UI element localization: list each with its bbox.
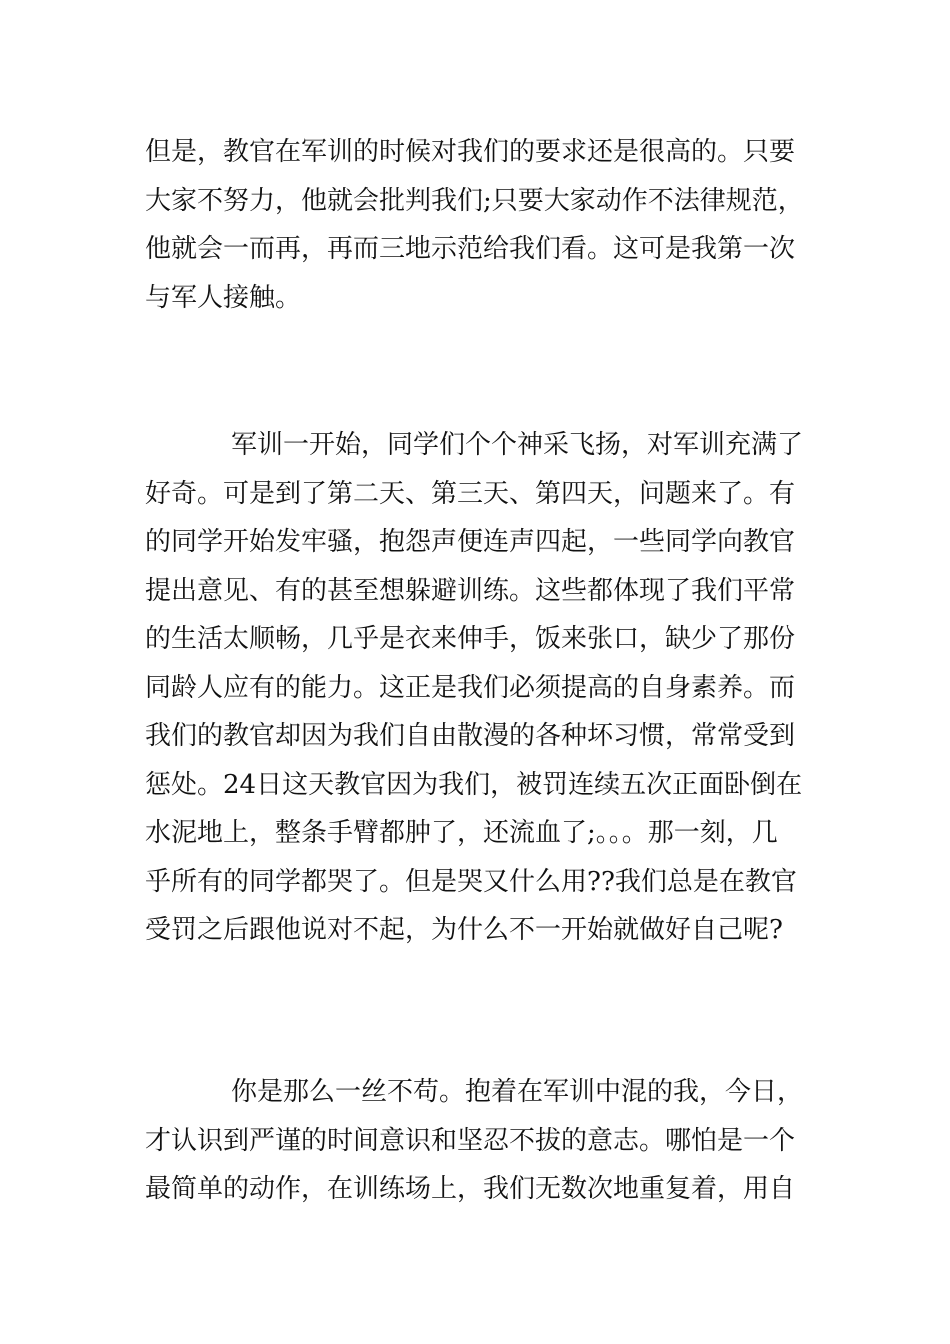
text-line: 提出意见、有的甚至想躲避训练。这些都体现了我们平常 — [145, 575, 796, 606]
text-line: 但是，教官在军训的时候对我们的要求还是很高的。只要 — [145, 137, 796, 167]
text-line: 你是那么一丝不苟。抱着在军训中混的我，今日， — [231, 1077, 804, 1107]
text-line: 惩处。24日这天教官因为我们，被罚连续五次正面卧倒在 — [145, 769, 803, 800]
text-line: 受罚之后跟他说对不起，为什么不一开始就做好自己呢? — [145, 915, 783, 945]
text-line: 大家不努力，他就会批判我们;只要大家动作不法律规范， — [145, 185, 804, 216]
paragraph-3 — [145, 1068, 815, 1214]
text-line: 我们的教官却因为我们自由散漫的各种坏习惯，常常受到 — [145, 721, 796, 751]
paragraph-1 — [145, 128, 815, 322]
text-line: 军训一开始，同学们个个神采飞扬，对军训充满了 — [231, 430, 804, 460]
text-line: 他就会一而再，再而三地示范给我们看。这可是我第一次 — [145, 234, 796, 264]
text-line: 与军人接触。 — [145, 282, 302, 313]
text-line: 才认识到严谨的时间意识和坚忍不拔的意志。哪怕是一个 — [145, 1125, 796, 1156]
text-line: 乎所有的同学都哭了。但是哭又什么用??我们总是在教官 — [145, 866, 797, 897]
text-line: 的同学开始发牢骚，抱怨声便连声四起，一些同学向教官 — [145, 527, 796, 557]
text-line: 水泥地上，整条手臂都肿了，还流血了;。。。那一刻，几 — [145, 818, 778, 848]
text-line: 的生活太顺畅，几乎是衣来伸手，饭来张口，缺少了那份 — [145, 624, 796, 654]
text-line: 好奇。可是到了第二天、第三天、第四天，问题来了。有 — [145, 478, 796, 509]
text-line: 同龄人应有的能力。这正是我们必须提高的自身素养。而 — [145, 672, 796, 703]
text-line: 最简单的动作，在训练场上，我们无数次地重复着，用自 — [145, 1174, 796, 1204]
paragraph-2 — [145, 421, 815, 955]
